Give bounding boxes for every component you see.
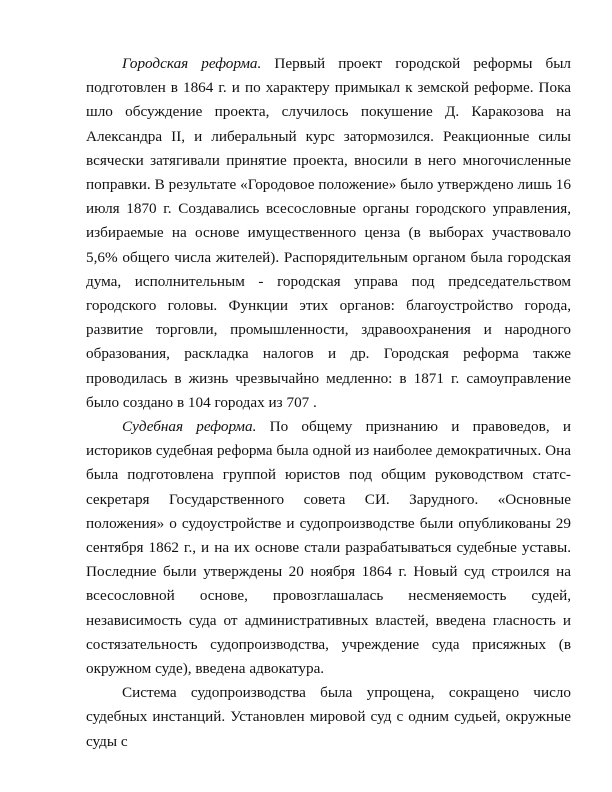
paragraph-text: По общему признанию и правоведов, и историков судебная реформа была одной из наиболее демократичных. Она была подготовлена группой юристов под общим руководством статс-секретаря Государственного совета СИ. Зарудного. «Основные положения» о судоустройстве и судопроизводстве были опубликованы 29 сентября 1862 г., и на их основе стали разрабатываться судебные уставы. Последние были утверждены 20 ноября 1864 г. Новый суд строился на всесословной основе, провозглашалась несменяемость судей, независимость суда от административных властей, введена гласность и состязательность судопроизводства, учреждение суда присяжных (в окружном суде), введена адвокатура. (86, 418, 571, 678)
paragraph-text: Система судопроизводства была упрощена, сокращено число судебных инстанций. Установлен мировой суд с одним судьей, окружные суды с (86, 684, 571, 750)
paragraph-heading: Городская реформа. (122, 55, 262, 72)
paragraph-judicial-reform (86, 415, 571, 681)
paragraph-text: Первый проект городской реформы был подготовлен в 1864 г. и по характеру примыкал к земской реформе. Пока шло обсуждение проекта, случилось покушение Д. Каракозова на Александра II, и либеральный курс затормозился. Реакционные силы всячески затягивали принятие проекта, вносили в него многочисленные поправки. В результате «Городовое положение» было утверждено лишь 16 июля 1870 г. Создавались всесословные органы городского управления, избираемые на основе имущественного ценза (в выборах участвовало 5,6% общего числа жителей). Распорядительным органом была городская дума, исполнительным - городская управа под председательством городского головы. Функции этих органов: благоустройство города, развитие торговли, промышленности, здравоохранения и народного образования, раскладка налогов и др. Городская реформа также проводилась в жизнь чрезвычайно медленно: в 1871 г. самоуправление было создано в 104 городах из 707 . (86, 55, 571, 411)
document-body (86, 52, 571, 754)
paragraph-city-reform (86, 52, 571, 415)
paragraph-heading: Судебная реформа. (122, 418, 257, 436)
paragraph-court-system (86, 681, 571, 754)
